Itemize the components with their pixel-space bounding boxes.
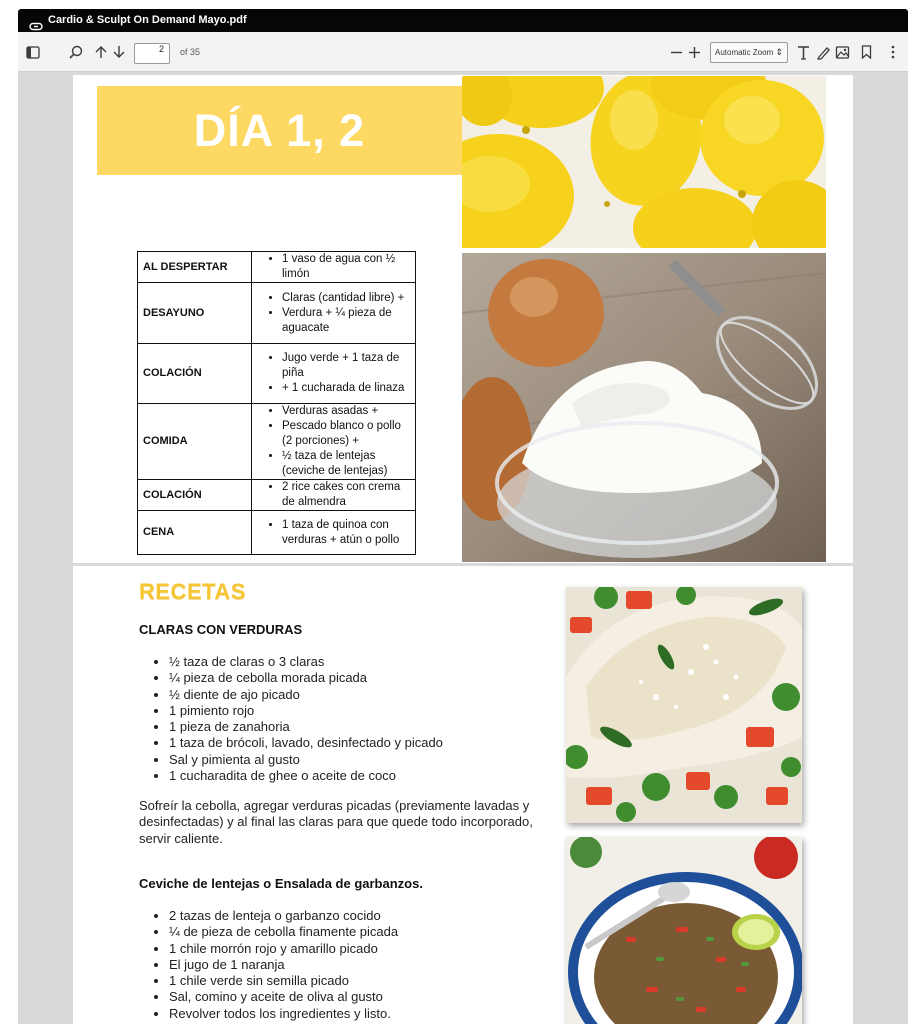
- table-row: [138, 344, 416, 404]
- list-item: • Claras (cantidad libre) +: [282, 291, 413, 306]
- document-title: Cardio & Sculpt On Demand Mayo.pdf: [48, 14, 247, 26]
- text-tool-icon[interactable]: [794, 41, 812, 63]
- list-item: • ¼ de pieza de cebolla finamente picada: [169, 924, 398, 940]
- recipe-instructions: Sofreír la cebolla, agregar verduras picadas (previamente lavadas y desinfectadas) y al final las claras para que quede todo incorporado, servir caliente.: [139, 798, 533, 846]
- recipe-title: Ceviche de lentejas o Ensalada de garbanzos.: [139, 876, 423, 891]
- list-item: • 2 rice cakes con crema de almendra: [282, 480, 413, 510]
- list-item: • ½ diente de ajo picado: [169, 687, 443, 703]
- list-item: • 1 vaso de agua con ½ limón: [282, 252, 413, 282]
- image-tool-icon[interactable]: [833, 41, 851, 63]
- list-item: • 1 taza de brócoli, lavado, desinfectado y picado: [169, 735, 443, 751]
- meal-name: CENA: [138, 511, 252, 555]
- zoom-select-label: Automatic Zoom: [715, 48, 774, 57]
- bookmark-icon[interactable]: [858, 41, 874, 63]
- meal-items: [252, 252, 416, 283]
- omelette-photo: [566, 587, 802, 823]
- egg-whites-photo: [462, 253, 826, 562]
- window-titlebar: [18, 9, 908, 32]
- ingredients-list: [169, 654, 443, 784]
- chevron-updown-icon: ⇕: [775, 47, 783, 57]
- meal-items: [252, 344, 416, 404]
- table-row: [138, 480, 416, 511]
- day-title: DÍA 1, 2: [193, 105, 366, 156]
- day-banner: [97, 86, 462, 175]
- meal-items: [252, 283, 416, 344]
- list-item: • 1 pimiento rojo: [169, 703, 443, 719]
- recipe-title: CLARAS CON VERDURAS: [139, 622, 303, 637]
- page-number-input[interactable]: 2: [134, 43, 170, 64]
- list-item: • 1 cucharadita de ghee o aceite de coco: [169, 768, 443, 784]
- ingredients-list: [169, 908, 398, 1022]
- table-row: [138, 404, 416, 480]
- document-viewer[interactable]: [18, 72, 908, 1024]
- lentil-salad-photo: [566, 837, 802, 1024]
- meal-name: AL DESPERTAR: [138, 252, 252, 283]
- meal-name: COLACIÓN: [138, 344, 252, 404]
- list-item: • 1 chile verde sin semilla picado: [169, 973, 398, 989]
- list-item: • Jugo verde + 1 taza de piña: [282, 351, 413, 381]
- list-item: • + 1 cucharada de linaza: [282, 381, 413, 396]
- zoom-out-icon[interactable]: [668, 42, 684, 62]
- list-item: • Verdura + ¼ pieza de aguacate: [282, 306, 413, 336]
- meal-plan-table: [137, 251, 416, 555]
- search-icon[interactable]: [66, 42, 86, 62]
- table-row: [138, 511, 416, 555]
- table-row: [138, 252, 416, 283]
- meal-name: DESAYUNO: [138, 283, 252, 344]
- pdf-page-2: [73, 566, 853, 1024]
- list-item: • ¼ pieza de cebolla morada picada: [169, 670, 443, 686]
- meal-items: [252, 404, 416, 480]
- zoom-select[interactable]: [710, 42, 788, 63]
- next-page-icon[interactable]: [110, 42, 128, 62]
- previous-page-icon[interactable]: [92, 42, 110, 62]
- list-item: • Verduras asadas +: [282, 404, 413, 419]
- list-item: • Sal y pimienta al gusto: [169, 752, 443, 768]
- zoom-in-icon[interactable]: [686, 42, 702, 62]
- table-row: [138, 283, 416, 344]
- sidebar-toggle-icon[interactable]: [23, 42, 43, 62]
- list-item: • Revolver todos los ingredientes y listo.: [169, 1006, 398, 1022]
- pdf-toolbar: [18, 32, 908, 72]
- meal-name: COLACIÓN: [138, 480, 252, 511]
- more-options-icon[interactable]: [886, 41, 900, 63]
- list-item: • 1 chile morrón rojo y amarillo picado: [169, 941, 398, 957]
- list-item: • El jugo de 1 naranja: [169, 957, 398, 973]
- meal-items: [252, 480, 416, 511]
- list-item: • 2 tazas de lenteja o garbanzo cocido: [169, 908, 398, 924]
- meal-name: COMIDA: [138, 404, 252, 480]
- list-item: • 1 taza de quinoa con verduras + atún o pollo: [282, 518, 413, 548]
- draw-pen-icon[interactable]: [814, 41, 832, 63]
- list-item: • 1 pieza de zanahoria: [169, 719, 443, 735]
- meal-items: [252, 511, 416, 555]
- list-item: • ½ taza de claras o 3 claras: [169, 654, 443, 670]
- list-item: • Sal, comino y aceite de oliva al gusto: [169, 989, 398, 1005]
- pdf-page-1: [73, 75, 853, 563]
- lemons-photo: [462, 76, 826, 248]
- list-item: • ½ taza de lentejas (ceviche de lentejas): [282, 449, 413, 479]
- recipes-heading: RECETAS: [139, 579, 246, 604]
- page-count-label: of 35: [180, 47, 201, 57]
- list-item: • Pescado blanco o pollo (2 porciones) +: [282, 419, 413, 449]
